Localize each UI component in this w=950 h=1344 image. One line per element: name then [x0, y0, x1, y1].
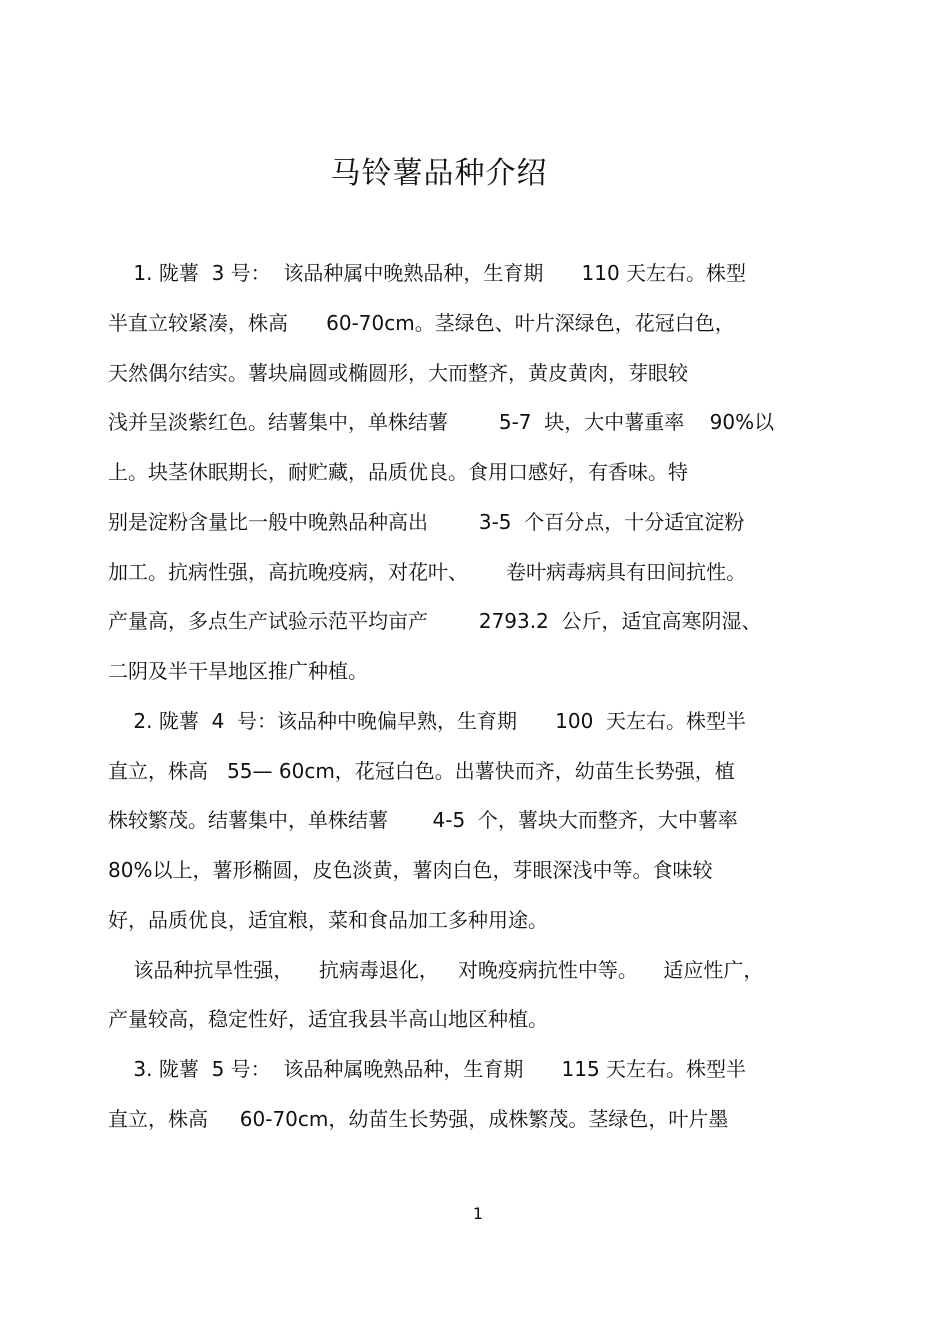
- paragraph-line: 别是淀粉含量比一般中晚熟品种高出 3-5 个百分点，十分适宜淀粉: [108, 510, 745, 534]
- paragraph-line: 产量高，多点生产试验示范平均亩产 2793.2 公斤，适宜高寒阴湿、: [108, 609, 762, 633]
- paragraph-line: 该品种抗旱性强， 抗病毒退化， 对晚疫病抗性中等。 适应性广，: [108, 958, 764, 982]
- paragraph-line: 天然偶尔结实。薯块扁圆或椭圆形，大而整齐，黄皮黄肉，芽眼较: [108, 361, 688, 385]
- page-number: 1: [472, 1204, 484, 1223]
- paragraph-line: 好，品质优良，适宜粮，菜和食品加工多种用途。: [108, 908, 548, 932]
- paragraph-line: 直立，株高 55— 60cm，花冠白色。出薯快而齐，幼苗生长势强，植: [108, 759, 735, 783]
- paragraph-line: 3. 陇薯 5 号： 该品种属晚熟品种，生育期 115 天左右。株型半: [108, 1057, 747, 1081]
- paragraph-line: 产量较高，稳定性好，适宜我县半高山地区种植。: [108, 1007, 548, 1031]
- paragraph-line: 加工。抗病性强，高抗晚疫病，对花叶、 卷叶病毒病具有田间抗性。: [108, 560, 747, 584]
- paragraph-line: 80%以上，薯形椭圆，皮色淡黄，薯肉白色，芽眼深浅中等。食味较: [108, 858, 713, 882]
- paragraph-line: 上。块茎休眠期长，耐贮藏，品质优良。食用口感好，有香味。特: [108, 460, 688, 484]
- paragraph-line: 2. 陇薯 4 号：该品种中晚偏早熟，生育期 100 天左右。株型半: [108, 709, 747, 733]
- paragraph-line: 浅并呈淡紫红色。结薯集中，单株结薯 5-7 块，大中薯重率 90%以: [108, 410, 775, 434]
- document-title: 马铃薯品种介绍: [330, 156, 548, 191]
- paragraph-line: 直立，株高 60-70cm，幼苗生长势强，成株繁茂。茎绿色，叶片墨: [108, 1107, 729, 1131]
- paragraph-line: 株较繁茂。结薯集中，单株结薯 4-5 个，薯块大而整齐，大中薯率: [108, 808, 738, 832]
- paragraph-line: 二阴及半干旱地区推广种植。: [108, 659, 368, 683]
- paragraph-line: 1. 陇薯 3 号： 该品种属中晚熟品种，生育期 110 天左右。株型: [108, 261, 747, 285]
- paragraph-line: 半直立较紧凑，株高 60-70cm。茎绿色、叶片深绿色，花冠白色，: [108, 311, 735, 335]
